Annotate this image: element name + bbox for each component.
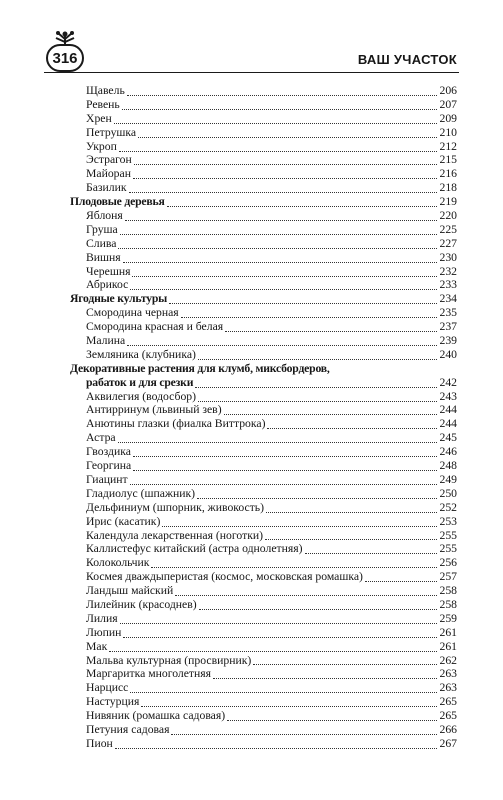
toc-entry	[70, 251, 457, 265]
toc-entry-label: Нивяник (ромашка садовая)	[86, 709, 226, 723]
toc-entry-page: 209	[439, 111, 457, 125]
toc-entry	[70, 445, 457, 459]
dot-leader	[138, 128, 437, 138]
toc-entry	[70, 542, 457, 556]
toc-entry-page: 267	[439, 736, 457, 750]
toc-entry-page: 257	[439, 570, 457, 584]
toc-entry-label: Декоративные растения для клумб, миксбордеров,	[70, 361, 330, 375]
toc-entry-label: рабаток и для срезки	[86, 375, 194, 389]
toc-entry-label: Антирринум (львиный зев)	[86, 403, 222, 417]
toc-entry	[70, 348, 457, 362]
dot-leader	[213, 669, 437, 679]
toc-entry	[70, 654, 457, 668]
toc-entry	[70, 223, 457, 237]
toc-entry	[70, 417, 457, 431]
toc-entry-label: Слива	[86, 236, 117, 250]
toc-entry	[70, 237, 457, 251]
dot-leader	[133, 169, 437, 179]
toc-entry-page: 248	[439, 459, 457, 473]
toc-entry-label: Хрен	[86, 111, 112, 125]
toc-entry	[70, 709, 457, 723]
toc-entry-page: 262	[439, 653, 457, 667]
toc-entry	[70, 84, 457, 98]
toc-entry	[70, 459, 457, 473]
toc-entry-page: 239	[439, 334, 457, 348]
toc-entry-page: 259	[439, 611, 457, 625]
dot-leader	[197, 489, 437, 499]
toc-entry-page: 237	[439, 320, 457, 334]
toc-entry-label: Груша	[86, 222, 118, 236]
toc-entry-page: 253	[439, 514, 457, 528]
dot-leader	[127, 336, 437, 346]
toc-entry-page: 265	[439, 695, 457, 709]
dot-leader	[253, 655, 437, 665]
toc-entry-page: 261	[439, 625, 457, 639]
toc-entry	[70, 723, 457, 737]
dot-leader	[265, 530, 437, 540]
dot-leader	[224, 405, 437, 415]
toc-entry	[70, 334, 457, 348]
dot-leader	[225, 322, 437, 332]
toc-entry-label: Ревень	[86, 97, 120, 111]
dot-leader	[130, 475, 437, 485]
toc-entry-label: Яблоня	[86, 209, 123, 223]
toc-entry-label: Гиацинт	[86, 472, 128, 486]
toc-entry-page: 212	[439, 139, 457, 153]
toc-entry-label: Вишня	[86, 250, 121, 264]
table-of-contents	[70, 84, 457, 751]
toc-entry	[70, 320, 457, 334]
toc-entry-page: 250	[439, 486, 457, 500]
toc-entry	[70, 126, 457, 140]
toc-entry	[70, 306, 457, 320]
toc-entry-page: 215	[439, 153, 457, 167]
dot-leader	[125, 211, 437, 221]
dot-leader	[123, 628, 437, 638]
toc-entry-label: Ландыш майский	[86, 584, 174, 598]
toc-entry	[70, 140, 457, 154]
toc-entry	[70, 487, 457, 501]
toc-entry-page: 258	[439, 597, 457, 611]
dot-leader	[175, 586, 437, 596]
dot-leader	[169, 294, 437, 304]
toc-entry-label: Астра	[86, 431, 116, 445]
toc-entry-page: 265	[439, 709, 457, 723]
toc-entry	[70, 598, 457, 612]
dot-leader	[120, 225, 437, 235]
toc-entry-page: 266	[439, 722, 457, 736]
toc-entry-label: Щавель	[86, 84, 125, 97]
toc-entry	[70, 209, 457, 223]
toc-entry-page: 206	[439, 84, 457, 97]
toc-entry	[70, 667, 457, 681]
toc-entry-page: 258	[439, 584, 457, 598]
toc-entry-label: Смородина черная	[86, 306, 179, 320]
toc-entry	[70, 515, 457, 529]
running-title: ВАШ УЧАСТОК	[357, 52, 457, 67]
toc-entry	[70, 265, 457, 279]
toc-entry-page: 234	[439, 292, 457, 306]
toc-entry-label: Лилия	[86, 611, 118, 625]
dot-leader	[118, 239, 437, 249]
toc-entry-page: 243	[439, 389, 457, 403]
dot-leader	[151, 558, 437, 568]
dot-leader	[114, 114, 437, 124]
toc-entry-page: 263	[439, 667, 457, 681]
toc-entry	[70, 681, 457, 695]
toc-entry-page: 244	[439, 403, 457, 417]
toc-entry	[70, 112, 457, 126]
toc-entry-label: Мак	[86, 639, 108, 653]
toc-entry	[70, 153, 457, 167]
dot-leader	[171, 725, 437, 735]
toc-entry-label: Календула лекарственная (ноготки)	[86, 528, 264, 542]
header-rule	[44, 72, 459, 73]
toc-entry	[70, 98, 457, 112]
toc-entry	[70, 570, 457, 584]
toc-entry-page: 227	[439, 236, 457, 250]
toc-entry-page: 240	[439, 347, 457, 361]
toc-entry	[70, 529, 457, 543]
toc-entry	[70, 181, 457, 195]
dot-leader	[141, 697, 437, 707]
toc-entry-label: Абрикос	[86, 278, 129, 292]
dot-leader	[199, 600, 437, 610]
dot-leader	[198, 350, 437, 360]
toc-entry-label: Петуния садовая	[86, 722, 170, 736]
toc-entry	[70, 626, 457, 640]
toc-entry	[70, 556, 457, 570]
toc-section-heading	[70, 376, 457, 390]
dot-leader	[133, 447, 437, 457]
toc-entry-label: Анютины глазки (фиалка Виттрока)	[86, 417, 266, 431]
toc-entry-page: 219	[439, 195, 457, 209]
toc-entry-label: Люпин	[86, 625, 122, 639]
toc-entry-page: 242	[439, 375, 457, 389]
dot-leader	[115, 739, 437, 749]
toc-entry	[70, 584, 457, 598]
toc-entry-page: 210	[439, 125, 457, 139]
dot-leader	[198, 392, 437, 402]
toc-entry	[70, 167, 457, 181]
dot-leader	[167, 197, 437, 207]
toc-entry-label: Плодовые деревья	[70, 195, 165, 209]
toc-entry-label: Черешня	[86, 264, 131, 278]
dot-leader	[109, 642, 437, 652]
dot-leader	[266, 503, 437, 513]
page-number: 316	[46, 44, 84, 72]
toc-entry-label: Космея дваждыперистая (космос, московская ромашка)	[86, 570, 363, 584]
dot-leader	[132, 267, 437, 277]
toc-entry-label: Мальва культурная (просвирник)	[86, 653, 252, 667]
page-header	[0, 0, 503, 78]
toc-entry-label: Нарцисс	[86, 681, 129, 695]
toc-entry	[70, 473, 457, 487]
dot-leader	[305, 544, 437, 554]
toc-entry-label: Аквилегия (водосбор)	[86, 389, 197, 403]
toc-entry-label: Георгина	[86, 459, 132, 473]
toc-entry-page: 220	[439, 209, 457, 223]
toc-entry-label: Земляника (клубника)	[86, 347, 196, 361]
dot-leader	[130, 280, 437, 290]
toc-entry-label: Настурция	[86, 695, 140, 709]
dot-leader	[119, 142, 437, 152]
toc-entry-page: 252	[439, 500, 457, 514]
toc-entry-label: Пион	[86, 736, 113, 750]
toc-entry	[70, 431, 457, 445]
toc-entry	[70, 278, 457, 292]
dot-leader	[133, 461, 437, 471]
toc-entry-page: 235	[439, 306, 457, 320]
toc-entry	[70, 695, 457, 709]
toc-entry-page: 255	[439, 528, 457, 542]
toc-entry-label: Маргаритка многолетняя	[86, 667, 212, 681]
toc-entry	[70, 403, 457, 417]
toc-entry-page: 246	[439, 445, 457, 459]
toc-entry-page: 216	[439, 167, 457, 181]
toc-entry-label: Каллистефус китайский (астра однолетняя)	[86, 542, 303, 556]
toc-entry-label: Лилейник (красоднев)	[86, 597, 197, 611]
toc-entry-page: 263	[439, 681, 457, 695]
toc-entry-label: Ирис (касатик)	[86, 514, 161, 528]
toc-entry-page: 233	[439, 278, 457, 292]
dot-leader	[195, 378, 437, 388]
dot-leader	[162, 517, 437, 527]
dot-leader	[127, 86, 437, 96]
toc-entry-page: 256	[439, 556, 457, 570]
dot-leader	[365, 572, 437, 582]
toc-entry-label: Гвоздика	[86, 445, 131, 459]
dot-leader	[227, 711, 437, 721]
dot-leader	[118, 433, 437, 443]
toc-entry-label: Гладиолус (шпажник)	[86, 486, 196, 500]
toc-section-heading	[70, 292, 457, 306]
toc-entry-page: 245	[439, 431, 457, 445]
dot-leader	[122, 100, 437, 110]
toc-entry	[70, 612, 457, 626]
dot-leader	[129, 183, 437, 193]
toc-entry-page: 232	[439, 264, 457, 278]
dot-leader	[267, 419, 437, 429]
dot-leader	[181, 308, 437, 318]
dot-leader	[130, 683, 437, 693]
toc-entry-label: Базилик	[86, 181, 127, 195]
dot-leader	[134, 155, 437, 165]
toc-entry-label: Смородина красная и белая	[86, 320, 224, 334]
toc-entry-label: Малина	[86, 334, 126, 348]
toc-entry-page: 207	[439, 97, 457, 111]
toc-entry-label: Петрушка	[86, 125, 137, 139]
toc-entry-page: 255	[439, 542, 457, 556]
toc-section-heading	[70, 195, 457, 209]
toc-entry-label: Эстрагон	[86, 153, 132, 167]
toc-entry-page: 225	[439, 222, 457, 236]
toc-entry	[70, 640, 457, 654]
toc-entry-label: Колокольчик	[86, 556, 150, 570]
toc-entry-page: 218	[439, 181, 457, 195]
toc-entry-page: 230	[439, 250, 457, 264]
dot-leader	[123, 253, 437, 263]
toc-entry-page: 244	[439, 417, 457, 431]
toc-entry	[70, 501, 457, 515]
toc-entry-label: Укроп	[86, 139, 117, 153]
toc-entry-page: 249	[439, 472, 457, 486]
toc-entry-label: Майоран	[86, 167, 131, 181]
toc-section-heading	[70, 362, 457, 376]
dot-leader	[120, 614, 437, 624]
toc-entry-label: Ягодные культуры	[70, 292, 168, 306]
toc-entry	[70, 737, 457, 751]
toc-entry	[70, 390, 457, 404]
toc-entry-page: 261	[439, 639, 457, 653]
toc-entry-label: Дельфиниум (шпорник, живокость)	[86, 500, 265, 514]
